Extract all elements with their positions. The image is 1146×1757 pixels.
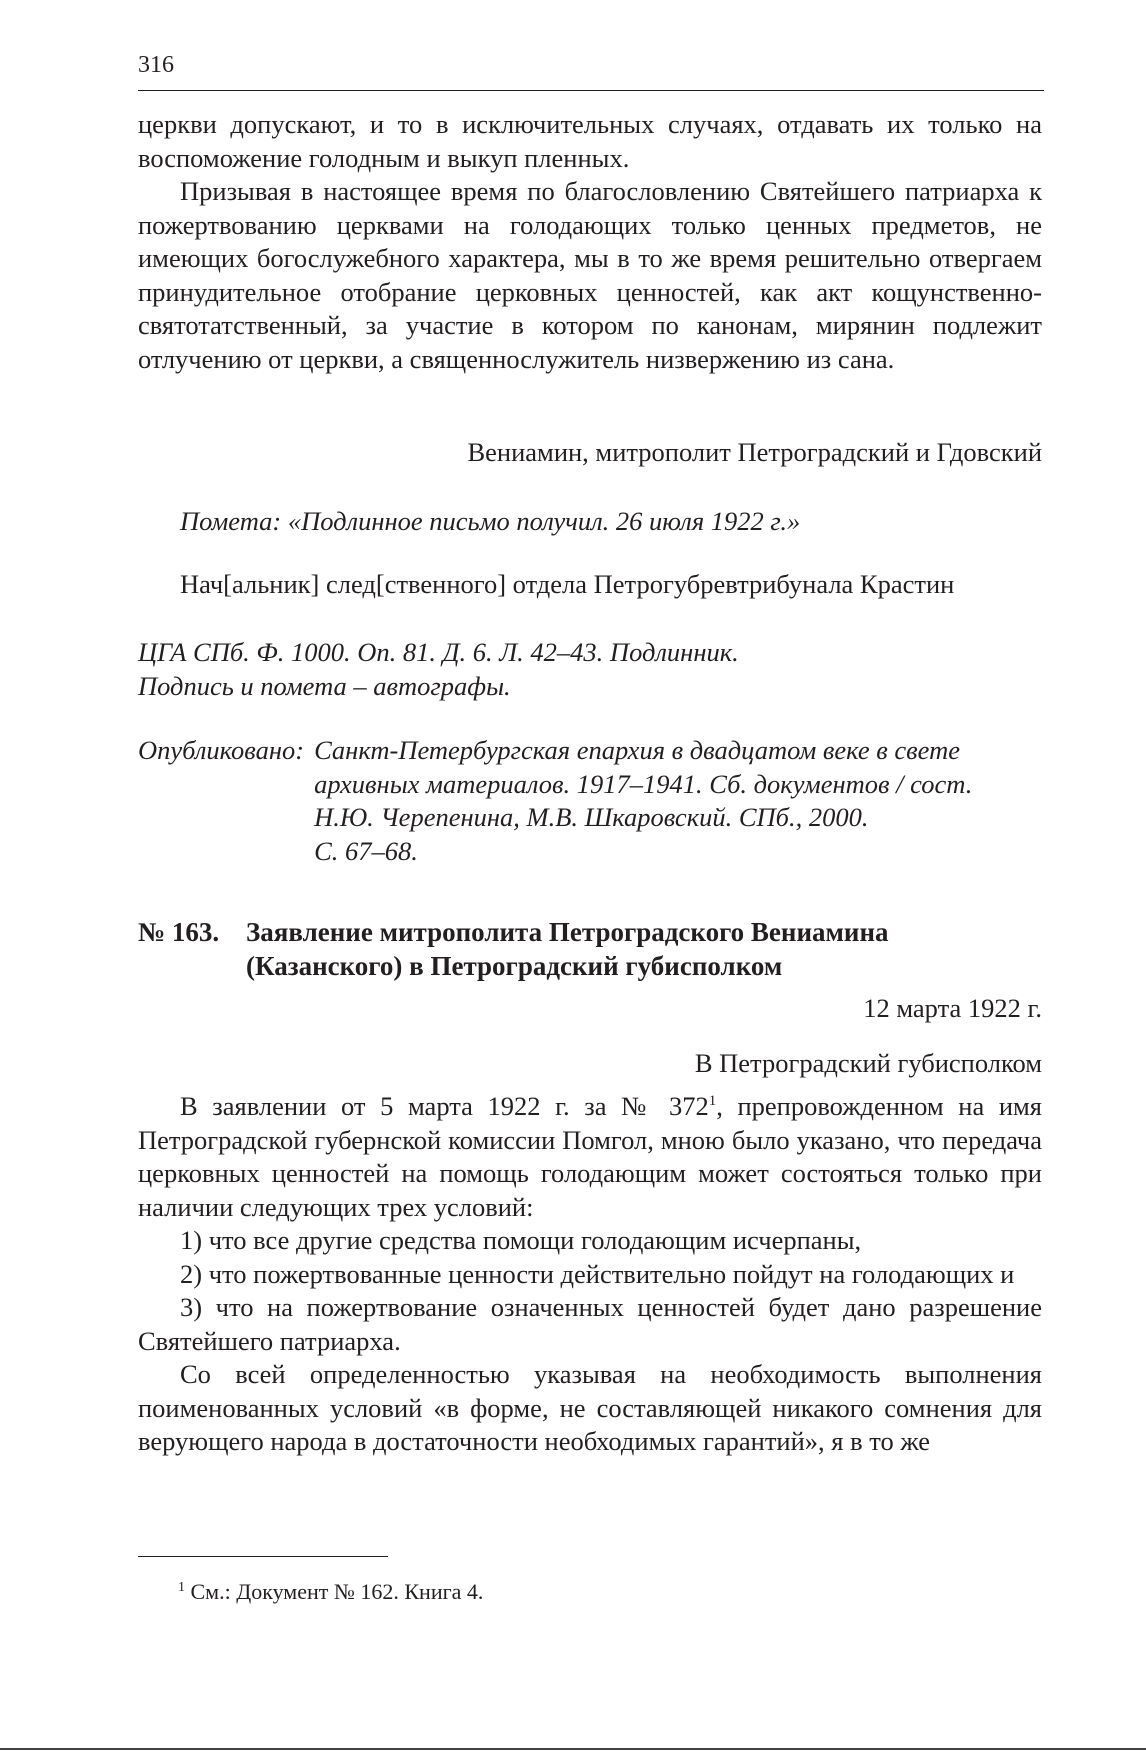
published-line: С. 67–68.: [314, 835, 418, 866]
list-item: 1) что все другие средства помощи голодающим исчерпаны,: [180, 1225, 862, 1255]
archive-line: ЦГА СПб. Ф. 1000. Оп. 81. Д. 6. Л. 42–43. Подлинник.: [138, 637, 739, 667]
published-line: архивных материалов. 1917–1941. Сб. документов / сост.: [314, 768, 973, 799]
paragraph-text: В заявлении от 5 марта 1922 г. за № 372: [180, 1091, 709, 1121]
document-title-line: Заявление митрополита Петроградского Вениамина: [246, 917, 889, 947]
paragraph: церкви допускают, и то в исключительных случаях, отдавать их только на воспоможение голодным и выкуп пленных.: [138, 109, 1042, 173]
continuation-text: [138, 108, 1042, 376]
document-number: № 163.: [138, 917, 220, 947]
published-line: Н.Ю. Черепенина, М.В. Шкаровский. СПб., 2000.: [314, 802, 869, 832]
document-title-line: (Казанского) в Петроградский губисполком: [246, 951, 783, 981]
paragraph-text: , препровожденном на имя Петроградской губернской комиссии Помгол, мною было указано, что передача церковных ценностей на помощь голодающим может состояться только при наличии следующих трех условий:: [138, 1091, 1042, 1222]
footnote-ref: 1: [708, 1093, 717, 1109]
page-number: 316: [138, 52, 174, 78]
official-signature: Нач[альник] след[ственного] отдела Петрогубревтрибунала Крастин: [180, 569, 955, 599]
paragraph: [138, 1090, 1042, 1224]
list-item: 2) что пожертвованные ценности действительно пойдут на голодающих и: [180, 1258, 1015, 1289]
scan-edge: [0, 1748, 1146, 1750]
footnote-marker: 1: [178, 1580, 185, 1595]
addressee: В Петроградский губисполком: [694, 1048, 1042, 1078]
list-item: 3) что на пожертвование означенных ценностей будет дано разрешение Святейшего патриарха.: [138, 1292, 1042, 1356]
header-rule: [138, 90, 1044, 91]
archive-line: Подпись и помета – автографы.: [138, 670, 511, 701]
document-body: [138, 1090, 1042, 1459]
publication-reference: [138, 734, 1042, 868]
footnote: [178, 1578, 483, 1606]
published-line: Санкт-Петербургская епархия в двадцатом веке в свете: [314, 735, 960, 765]
published-label: Опубликовано:: [138, 735, 305, 765]
document-date: 12 марта 1922 г.: [863, 993, 1042, 1023]
published-text: [314, 734, 1042, 868]
archive-reference: [138, 636, 1042, 703]
paragraph: Со всей определенностью указывая на необходимость выполнения поименованных условий «в форме, не составляющей никакого сомнения для верующего народа в достаточности необходимых гарантий», я в то же: [138, 1359, 1042, 1456]
footnote-rule: [138, 1556, 388, 1557]
signature: Вениамин, митрополит Петроградский и Гдовский: [467, 437, 1042, 467]
paragraph: Призывая в настоящее время по благословлению Святейшего патриарха к пожертвованию церквами на голодающих только ценных предметов, не имеющих богослужебного характера, мы в то же время решительно отвергаем принудительное отобрание церковных ценностей, как акт кощунственно-святотатственный, за участие в котором по канонам, мирянин подлежит отлучению от церкви, а священнослужитель низвержению из сана.: [138, 176, 1042, 374]
footnote-text: См.: Документ № 162. Книга 4.: [190, 1579, 484, 1604]
document-heading: [138, 915, 1042, 983]
annotation-note: Помета: «Подлинное письмо получил. 26 июля 1922 г.»: [180, 506, 801, 536]
